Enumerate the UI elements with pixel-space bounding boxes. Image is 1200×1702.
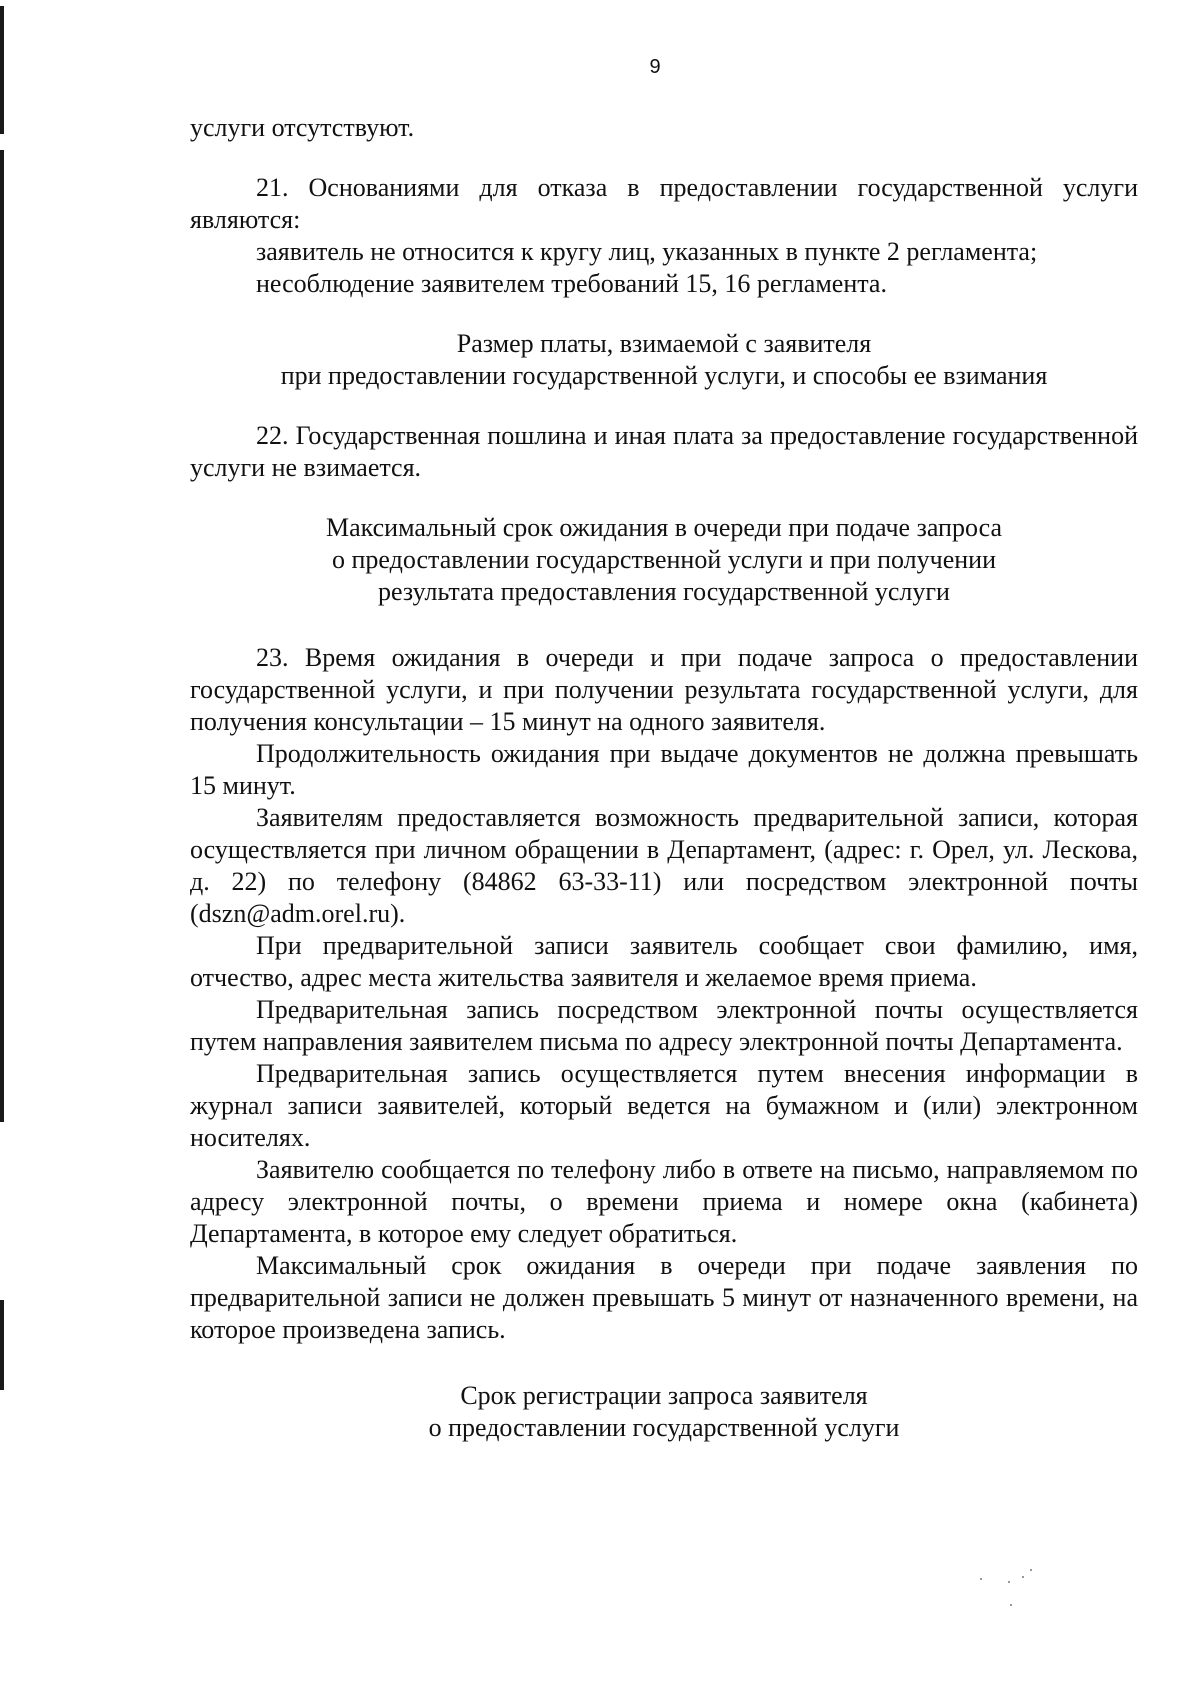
paragraph: Заявителям предоставляется возможность предварительной записи, которая осуществляется при личном обращении в Департамент, (адрес: г. Орел, ул. Лескова, д. 22) по телефону (84862 63-33-11) или посредством электронной почты (dszn@adm.orel.ru). [190,803,1138,928]
paragraph: Предварительная запись осуществляется путем внесения информации в журнал записи заявителей, который ведется на бумажном и (или) электронном носителях. [190,1059,1138,1152]
paragraph: услуги отсутствуют. [190,113,415,142]
paragraph: При предварительной записи заявитель сообщает свои фамилию, имя, отчество, адрес места жительства заявителя и желаемое время приема. [190,931,1138,992]
heading-line: о предоставлении государственной услуги [428,1413,900,1442]
paragraph: 21. Основаниями для отказа в предоставлении государственной услуги являются: [190,173,1138,234]
paragraph: Максимальный срок ожидания в очереди при подаче заявления по предварительной записи не должен превышать 5 минут от назначенного времени, на которое произведена запись. [190,1251,1138,1344]
heading-line: Размер платы, взимаемой с заявителя [456,329,872,358]
paragraph: Предварительная запись посредством электронной почты осуществляется путем направления заявителем письма по адресу электронной почты Департамента. [190,995,1138,1056]
heading-line: результата предоставления государственной услуги [378,577,950,606]
scan-edge-mark [0,1300,4,1390]
paragraph: 23. Время ожидания в очереди и при подаче запроса о предоставлении государственной услуги, и при получении результата государственной услуги, для получения консультации – 15 минут на одного заявителя. [190,643,1138,736]
scan-speck [1030,1569,1032,1571]
section-heading [190,1380,1138,1444]
heading-line: Срок регистрации запроса заявителя [460,1381,868,1410]
heading-line: при предоставлении государственной услуги, и способы ее взимания [280,361,1048,390]
paragraph: Продолжительность ожидания при выдаче документов не должна превышать 15 минут. [190,739,1138,800]
section-heading [190,512,1138,608]
paragraph: 22. Государственная пошлина и иная плата за предоставление государственной услуги не взимается. [190,421,1138,482]
document-body [190,112,1138,1444]
paragraph: Заявителю сообщается по телефону либо в ответе на письмо, направляемом по адресу электронной почты, о времени приема и номере окна (кабинета) Департамента, в которое ему следует обратиться. [190,1155,1138,1248]
list-item: заявитель не относится к кругу лиц, указанных в пункте 2 регламента; [256,237,1038,266]
page-number: 9 [649,56,661,78]
section-heading [190,328,1138,392]
list-item: несоблюдение заявителем требований 15, 16 регламента. [256,269,887,298]
heading-line: о предоставлении государственной услуги и при получении [332,545,996,574]
scan-speck [1010,1604,1012,1606]
heading-line: Максимальный срок ожидания в очереди при подаче запроса [325,513,1003,542]
scan-speck [1022,1576,1024,1578]
scan-speck [1008,1581,1010,1583]
scan-edge-mark [0,150,4,1122]
scan-speck [980,1578,982,1580]
